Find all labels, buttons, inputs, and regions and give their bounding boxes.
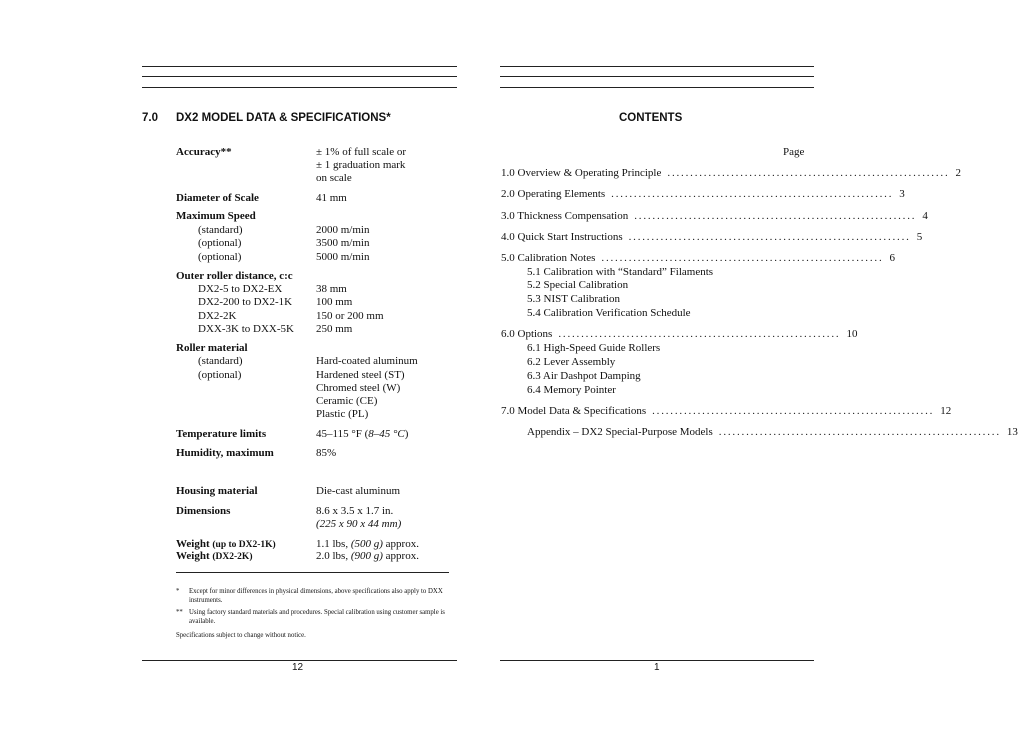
distance-key-2: DX2-200 to DX2-1K — [198, 296, 293, 308]
toc-page: 12 — [940, 405, 952, 417]
weight-1-main: 1.1 lbs, — [316, 538, 351, 550]
footnote-2-text: Using factory standard materials and procedures. Special calibration using customer sample is available. — [189, 609, 445, 625]
toc-sub-6-4[interactable]: 6.4 Memory Pointer — [527, 384, 616, 396]
toc-entry-2[interactable]: 2.0 Operating Elements .............................................................. 3 — [501, 188, 905, 200]
spec-label-accuracy: Accuracy** — [176, 146, 232, 158]
header-rule-4 — [500, 66, 814, 67]
spec-value-accuracy-1: ± 1% of full scale or — [316, 146, 407, 158]
footnote-1-text: Except for minor differences in physical dimensions, above specifications also apply to DXX instruments. — [189, 588, 443, 604]
toc-sub-5-3[interactable]: 5.3 NIST Calibration — [527, 293, 620, 305]
footer-rule-left — [142, 660, 457, 661]
footnote-1-mark: * — [176, 588, 180, 595]
section-title: DX2 MODEL DATA & SPECIFICATIONS* — [176, 112, 391, 124]
spec-value-housing: Die-cast aluminum — [316, 485, 401, 497]
spec-notice: Specifications subject to change without notice. — [176, 632, 306, 639]
spec-label-max-speed: Maximum Speed — [176, 210, 256, 222]
material-value-optional-2: Chromed steel (W) — [316, 382, 401, 394]
spec-value-dimensions-metric: (225 x 90 x 44 mm) — [316, 518, 402, 530]
toc-entry-7[interactable]: 7.0 Model Data & Specifications .............................................................. 12 — [501, 405, 952, 417]
weight-2-qualifier: (DX2-2K) — [212, 552, 253, 562]
material-value-optional-3: Ceramic (CE) — [316, 395, 378, 407]
speed-value-1: 2000 m/min — [316, 224, 370, 236]
toc-page: 5 — [916, 231, 923, 243]
toc-page: 3 — [899, 188, 905, 200]
toc-sub-5-2[interactable]: 5.2 Special Calibration — [527, 279, 629, 291]
weight-2-label: Weight — [176, 550, 210, 562]
spec-label-dimensions: Dimensions — [176, 505, 231, 517]
weight-2-end: approx. — [382, 550, 419, 562]
page-number-right: 1 — [654, 662, 660, 673]
header-rule-5 — [500, 76, 814, 77]
toc-label: 7.0 Model Data & Specifications — [501, 405, 647, 417]
distance-key-1: DX2-5 to DX2-EX — [198, 283, 283, 295]
distance-key-3: DX2-2K — [198, 310, 237, 322]
section-number: 7.0 — [142, 112, 158, 124]
weight-1-label: Weight — [176, 538, 210, 550]
header-rule-2 — [142, 76, 457, 77]
toc-label: 3.0 Thickness Compensation — [501, 210, 629, 222]
weight-2-main: 2.0 lbs, — [316, 550, 351, 562]
toc-label: 5.0 Calibration Notes — [501, 252, 596, 264]
spec-label-roller-distance: Outer roller distance, c:c — [176, 270, 293, 282]
temperature-celsius: 8–45 °C — [368, 428, 405, 440]
speed-key-3: (optional) — [198, 251, 242, 263]
spec-label-roller-material: Roller material — [176, 342, 248, 354]
toc-sub-6-2[interactable]: 6.2 Lever Assembly — [527, 356, 616, 368]
speed-value-3: 5000 m/min — [316, 251, 370, 263]
distance-value-2: 100 mm — [316, 296, 353, 308]
distance-value-1: 38 mm — [316, 283, 347, 295]
toc-entry-3[interactable]: 3.0 Thickness Compensation .............................................................. 4 — [501, 210, 928, 222]
header-rule-1 — [142, 66, 457, 67]
toc-label: Appendix – DX2 Special-Purpose Models — [527, 426, 713, 438]
footnote-rule — [176, 572, 449, 573]
toc-page: 4 — [922, 210, 928, 222]
toc-entry-1[interactable]: 1.0 Overview & Operating Principle .............................................................. 2 — [501, 167, 961, 179]
toc-sub-6-3[interactable]: 6.3 Air Dashpot Damping — [527, 370, 641, 382]
toc-label: 4.0 Quick Start Instructions — [501, 231, 623, 243]
spec-value-accuracy-2: ± 1 graduation mark — [316, 159, 406, 171]
material-value-optional-4: Plastic (PL) — [316, 408, 369, 420]
spec-label-diameter: Diameter of Scale — [176, 192, 259, 204]
toc-sub-5-4[interactable]: 5.4 Calibration Verification Schedule — [527, 307, 691, 319]
toc-label: 2.0 Operating Elements — [501, 188, 606, 200]
toc-page: 13 — [1006, 426, 1018, 438]
speed-value-2: 3500 m/min — [316, 237, 370, 249]
footnote-2-mark: ** — [176, 609, 183, 616]
toc-entry-appendix[interactable]: Appendix – DX2 Special-Purpose Models .............................................................. 13 — [527, 426, 1018, 438]
weight-1-end: approx. — [382, 538, 419, 550]
distance-value-4: 250 mm — [316, 323, 353, 335]
material-key-standard: (standard) — [198, 355, 243, 367]
distance-value-3: 150 or 200 mm — [316, 310, 384, 322]
spec-value-diameter: 41 mm — [316, 192, 347, 204]
toc-label: 6.0 Options — [501, 328, 553, 340]
weight-1-qualifier: (up to DX2-1K) — [212, 540, 276, 550]
toc-page: 10 — [846, 328, 858, 340]
spec-label-weight-2 — [176, 550, 252, 565]
material-key-optional: (optional) — [198, 369, 242, 381]
toc-entry-5[interactable]: 5.0 Calibration Notes .............................................................. 6 — [501, 252, 896, 264]
spec-value-temperature — [316, 428, 408, 442]
spec-value-dimensions: 8.6 x 3.5 x 1.7 in. — [316, 505, 394, 517]
speed-key-2: (optional) — [198, 237, 242, 249]
distance-key-4: DXX-3K to DXX-5K — [198, 323, 294, 335]
spec-label-humidity: Humidity, maximum — [176, 447, 274, 459]
speed-key-1: (standard) — [198, 224, 243, 236]
page-number-left: 12 — [292, 662, 304, 673]
toc-label: 1.0 Overview & Operating Principle — [501, 167, 662, 179]
spec-value-humidity: 85% — [316, 447, 337, 459]
contents-title: CONTENTS — [619, 112, 683, 124]
temperature-fahrenheit: 45–115 °F ( — [316, 428, 369, 440]
header-rule-6 — [500, 87, 814, 88]
toc-sub-6-1[interactable]: 6.1 High-Speed Guide Rollers — [527, 342, 661, 354]
spec-value-accuracy-3: on scale — [316, 172, 352, 184]
toc-entry-6[interactable]: 6.0 Options .............................................................. 10 — [501, 328, 858, 340]
weight-1-grams: (500 g) — [350, 538, 383, 550]
toc-entry-4[interactable]: 4.0 Quick Start Instructions .............................................................. 5 — [501, 231, 923, 243]
page-column-header: Page — [783, 146, 805, 158]
spec-label-temperature: Temperature limits — [176, 428, 267, 440]
toc-sub-5-1[interactable]: 5.1 Calibration with “Standard” Filaments — [527, 266, 714, 278]
material-value-standard: Hard-coated aluminum — [316, 355, 418, 367]
footer-rule-right — [500, 660, 814, 661]
toc-page: 2 — [955, 167, 961, 179]
spec-label-housing: Housing material — [176, 485, 258, 497]
weight-2-grams: (900 g) — [350, 550, 383, 562]
header-rule-3 — [142, 87, 457, 88]
temperature-close: ) — [404, 428, 409, 440]
material-value-optional-1: Hardened steel (ST) — [316, 369, 405, 381]
spec-value-weight-2 — [316, 550, 419, 564]
toc-page: 6 — [889, 252, 896, 264]
